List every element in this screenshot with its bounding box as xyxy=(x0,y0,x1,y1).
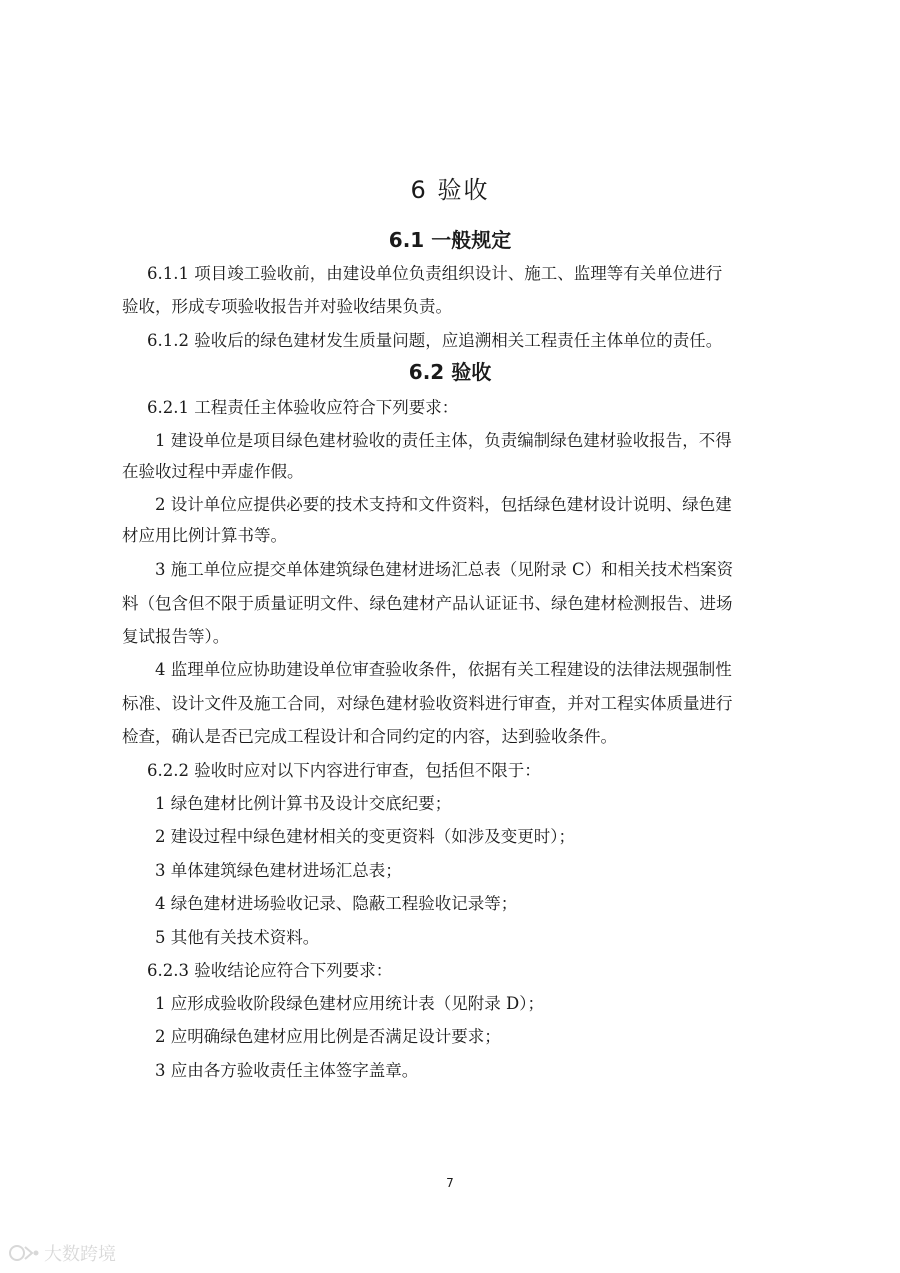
clause-6-2-1-item-3: 3 施工单位应提交单体建筑绿色建材进场汇总表（见附录 C）和相关技术档案资 xyxy=(155,560,734,579)
clause-6-2-1: 6.2.1 工程责任主体验收应符合下列要求： xyxy=(147,398,459,417)
clause-6-1-1-cont: 验收，形成专项验收报告并对验收结果负责。 xyxy=(122,297,452,316)
watermark-text: 大数跨境 xyxy=(44,1244,116,1265)
clause-6-2-1-item-3-cont-1: 料（包含但不限于质量证明文件、绿色建材产品认证证书、绿色建材检测报告、进场 xyxy=(122,594,733,613)
chapter-title: 6 验收 xyxy=(410,176,490,204)
clause-6-2-1-item-2-cont: 材应用比例计算书等。 xyxy=(122,526,287,545)
section-title-6-2: 6.2 验收 xyxy=(408,360,492,384)
watermark xyxy=(8,1240,116,1266)
clause-6-2-1-item-1: 1 建设单位是项目绿色建材验收的责任主体，负责编制绿色建材验收报告，不得 xyxy=(155,431,732,450)
logo-icon xyxy=(8,1241,40,1265)
clause-6-2-2-item-2: 2 建设过程中绿色建材相关的变更资料（如涉及变更时）； xyxy=(155,827,575,846)
clause-6-2-2: 6.2.2 验收时应对以下内容进行审查，包括但不限于： xyxy=(147,761,541,780)
clause-6-2-1-item-4-cont-2: 检查，确认是否已完成工程设计和合同约定的内容，达到验收条件。 xyxy=(122,727,617,746)
page-number: 7 xyxy=(446,1176,454,1190)
clause-6-2-3-item-1: 1 应形成验收阶段绿色建材应用统计表（见附录 D）； xyxy=(155,994,544,1013)
clause-6-2-3-item-2: 2 应明确绿色建材应用比例是否满足设计要求； xyxy=(155,1027,501,1046)
clause-6-2-3: 6.2.3 验收结论应符合下列要求： xyxy=(147,961,393,980)
clause-6-2-2-item-3: 3 单体建筑绿色建材进场汇总表； xyxy=(155,861,402,880)
clause-6-2-1-item-3-cont-2: 复试报告等）。 xyxy=(122,627,230,646)
clause-6-2-2-item-4: 4 绿色建材进场验收记录、隐蔽工程验收记录等； xyxy=(155,894,518,913)
clause-6-2-2-item-1: 1 绿色建材比例计算书及设计交底纪要； xyxy=(155,794,452,813)
clause-6-2-1-item-1-cont: 在验收过程中弄虚作假。 xyxy=(122,462,304,481)
clause-6-1-2: 6.1.2 验收后的绿色建材发生质量问题，应追溯相关工程责任主体单位的责任。 xyxy=(147,331,723,350)
clause-6-1-1: 6.1.1 项目竣工验收前，由建设单位负责组织设计、施工、监理等有关单位进行 xyxy=(147,264,723,283)
clause-6-2-1-item-4-cont-1: 标准、设计文件及施工合同，对绿色建材验收资料进行审查，并对工程实体质量进行 xyxy=(122,694,733,713)
clause-6-2-1-item-4: 4 监理单位应协助建设单位审查验收条件，依据有关工程建设的法律法规强制性 xyxy=(155,660,732,679)
clause-6-2-1-item-2: 2 设计单位应提供必要的技术支持和文件资料，包括绿色建材设计说明、绿色建 xyxy=(155,495,732,514)
clause-6-2-3-item-3: 3 应由各方验收责任主体签字盖章。 xyxy=(155,1061,419,1080)
section-title-6-1: 6.1 一般规定 xyxy=(388,228,512,252)
clause-6-2-2-item-5: 5 其他有关技术资料。 xyxy=(155,928,320,947)
